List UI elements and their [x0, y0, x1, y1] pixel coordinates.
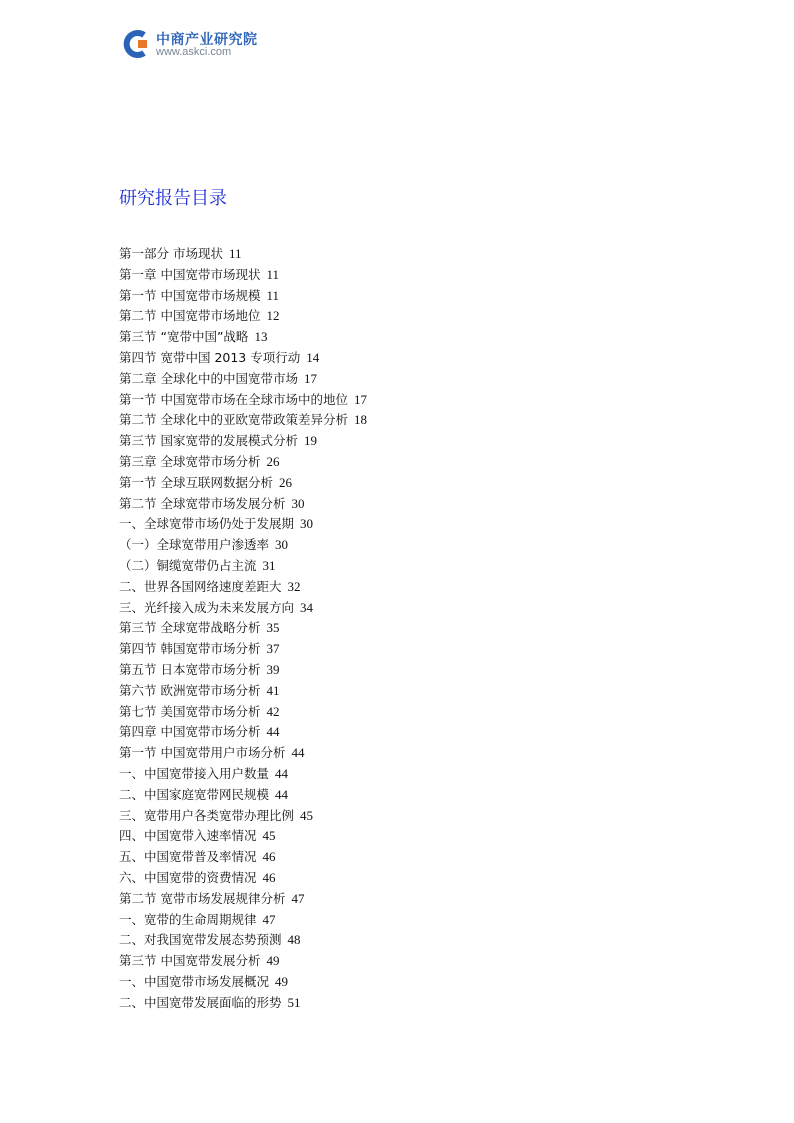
- toc-entry[interactable]: [119, 993, 367, 1014]
- toc-entry-page-number: 30: [291, 495, 305, 511]
- toc-entry[interactable]: [119, 951, 367, 972]
- toc-entry[interactable]: [119, 348, 367, 369]
- toc-entry-title: 第一节 中国宽带市场在全球市场中的地位: [119, 391, 348, 407]
- toc-entry-title: 三、宽带用户各类宽带办理比例: [119, 807, 295, 823]
- toc-entry-page-number: 17: [303, 370, 317, 386]
- toc-entry-title: 第一部分 市场现状: [119, 246, 223, 261]
- toc-entry[interactable]: [119, 847, 367, 868]
- toc-entry-page-number: 19: [303, 433, 317, 449]
- toc-entry[interactable]: [119, 660, 367, 681]
- toc-entry[interactable]: [119, 410, 367, 431]
- toc-entry-title: 第一节 全球互联网数据分析: [119, 474, 273, 490]
- toc-entry-page-number: 35: [266, 620, 280, 636]
- toc-entry-page-number: 49: [266, 953, 280, 969]
- toc-entry-title: 第五节 日本宽带市场分析: [119, 661, 261, 677]
- toc-entry[interactable]: [119, 618, 367, 639]
- logo-mark-icon: [122, 29, 152, 59]
- toc-entry[interactable]: [119, 930, 367, 951]
- toc-entry[interactable]: [119, 910, 367, 931]
- toc-entry-page-number: 41: [266, 682, 280, 698]
- toc-entry-title: 二、中国家庭宽带网民规模: [119, 786, 270, 802]
- toc-entry-title: 二、中国宽带发展面临的形势: [119, 994, 282, 1010]
- toc-entry-title: 第二节 全球宽带市场发展分析: [119, 495, 286, 511]
- toc-entry[interactable]: [119, 431, 367, 452]
- toc-entry[interactable]: [119, 577, 367, 598]
- company-logo: [122, 27, 282, 61]
- toc-entry[interactable]: [119, 806, 367, 827]
- toc-entry-title: 五、中国宽带普及率情况: [119, 849, 257, 865]
- toc-entry[interactable]: [119, 702, 367, 723]
- toc-entry-page-number: 34: [300, 599, 314, 615]
- toc-entry[interactable]: [119, 722, 367, 743]
- toc-entry[interactable]: [119, 889, 367, 910]
- toc-entry-title: 第一章 中国宽带市场现状: [119, 266, 261, 282]
- toc-entry-title: 第四节 韩国宽带市场分析: [119, 641, 261, 657]
- toc-entry-page-number: 11: [266, 287, 280, 303]
- toc-entry-title: 三、光纤接入成为未来发展方向: [119, 599, 295, 615]
- toc-entry-title: 第一节 中国宽带用户市场分析: [119, 745, 286, 761]
- toc-entry-page-number: 45: [300, 807, 314, 823]
- toc-entry[interactable]: [119, 369, 367, 390]
- toc-entry-title: 第二节 中国宽带市场地位: [119, 308, 261, 324]
- toc-entry-page-number: 11: [266, 266, 280, 282]
- toc-entry-title: 第四章 中国宽带市场分析: [119, 724, 261, 740]
- toc-entry[interactable]: [119, 972, 367, 993]
- toc-entry-page-number: 45: [262, 828, 276, 844]
- toc-entry[interactable]: [119, 826, 367, 847]
- toc-entry[interactable]: [119, 327, 367, 348]
- toc-entry-title: 第三节 国家宽带的发展模式分析: [119, 433, 298, 449]
- toc-entry-title: （二）铜缆宽带仍占主流: [119, 557, 257, 573]
- toc-entry-page-number: 37: [266, 641, 280, 657]
- toc-entry-title: 第三节 中国宽带发展分析: [119, 953, 261, 969]
- toc-entry-page-number: 17: [353, 391, 367, 407]
- toc-entry-title: 第四节 宽带中国 2013 专项行动: [119, 349, 301, 365]
- logo-company-name: 中商产业研究院: [156, 32, 258, 48]
- toc-entry-title: 二、对我国宽带发展态势预测: [119, 932, 282, 948]
- toc-entry-title: 第二章 全球化中的中国宽带市场: [119, 370, 298, 386]
- toc-entry[interactable]: [119, 514, 367, 535]
- toc-entry-page-number: 30: [300, 516, 314, 532]
- toc-entry-page-number: 11: [228, 246, 242, 261]
- toc-entry-title: 一、全球宽带市场仍处于发展期: [119, 516, 295, 532]
- document-title: 研究报告目录: [119, 188, 227, 209]
- toc-entry[interactable]: [119, 494, 367, 515]
- toc-entry-title: 第三章 全球宽带市场分析: [119, 453, 261, 469]
- toc-entry-title: 第一节 中国宽带市场规模: [119, 287, 261, 303]
- toc-entry[interactable]: [119, 639, 367, 660]
- toc-entry[interactable]: [119, 743, 367, 764]
- toc-entry[interactable]: [119, 452, 367, 473]
- toc-entry[interactable]: [119, 868, 367, 889]
- toc-entry-page-number: 48: [287, 932, 301, 948]
- toc-entry-title: 六、中国宽带的资费情况: [119, 869, 257, 885]
- toc-entry-title: 一、中国宽带接入用户数量: [119, 765, 270, 781]
- toc-entry-page-number: 47: [262, 911, 276, 927]
- toc-entry-page-number: 44: [275, 765, 289, 781]
- toc-entry-page-number: 26: [266, 453, 280, 469]
- toc-entry-page-number: 47: [291, 890, 305, 906]
- toc-entry-page-number: 39: [266, 661, 280, 677]
- toc-entry-title: 第二节 全球化中的亚欧宽带政策差异分析: [119, 412, 348, 428]
- logo-website: www.askci.com: [156, 46, 232, 58]
- toc-entry[interactable]: [119, 265, 367, 286]
- toc-entry-title: 第三节 “宽带中国”战略: [119, 329, 249, 345]
- toc-entry[interactable]: [119, 390, 367, 411]
- toc-entry-title: 第二节 宽带市场发展规律分析: [119, 890, 286, 906]
- toc-entry-page-number: 31: [262, 557, 276, 573]
- toc-entry[interactable]: [119, 785, 367, 806]
- toc-entry-title: 第三节 全球宽带战略分析: [119, 620, 261, 636]
- toc-entry[interactable]: [119, 681, 367, 702]
- toc-entry[interactable]: [119, 473, 367, 494]
- toc-entry-title: 一、中国宽带市场发展概况: [119, 973, 270, 989]
- toc-entry-page-number: 32: [287, 578, 301, 594]
- toc-entry-page-number: 46: [262, 849, 276, 865]
- toc-entry[interactable]: [119, 556, 367, 577]
- toc-entry-page-number: 49: [275, 973, 289, 989]
- toc-entry[interactable]: [119, 244, 367, 265]
- toc-entry[interactable]: [119, 535, 367, 556]
- toc-entry[interactable]: [119, 598, 367, 619]
- toc-entry-title: （一）全球宽带用户渗透率: [119, 537, 270, 553]
- toc-entry[interactable]: [119, 306, 367, 327]
- toc-entry[interactable]: [119, 764, 367, 785]
- toc-entry-page-number: 44: [275, 786, 289, 802]
- toc-entry-title: 二、世界各国网络速度差距大: [119, 578, 282, 594]
- toc-entry-title: 第六节 欧洲宽带市场分析: [119, 682, 261, 698]
- toc-entry-page-number: 13: [254, 329, 268, 345]
- table-of-contents: [119, 244, 367, 1013]
- toc-entry-page-number: 30: [275, 537, 289, 553]
- toc-entry-title: 四、中国宽带入速率情况: [119, 828, 257, 844]
- toc-entry-title: 第七节 美国宽带市场分析: [119, 703, 261, 719]
- toc-entry-page-number: 14: [306, 349, 320, 365]
- toc-entry[interactable]: [119, 286, 367, 307]
- toc-entry-page-number: 44: [291, 745, 305, 761]
- toc-entry-page-number: 26: [278, 474, 292, 490]
- toc-entry-page-number: 42: [266, 703, 280, 719]
- toc-entry-page-number: 12: [266, 308, 280, 324]
- toc-entry-title: 一、宽带的生命周期规律: [119, 911, 257, 927]
- toc-entry-page-number: 51: [287, 994, 301, 1010]
- toc-entry-page-number: 18: [353, 412, 367, 428]
- toc-entry-page-number: 46: [262, 869, 276, 885]
- toc-entry-page-number: 44: [266, 724, 280, 740]
